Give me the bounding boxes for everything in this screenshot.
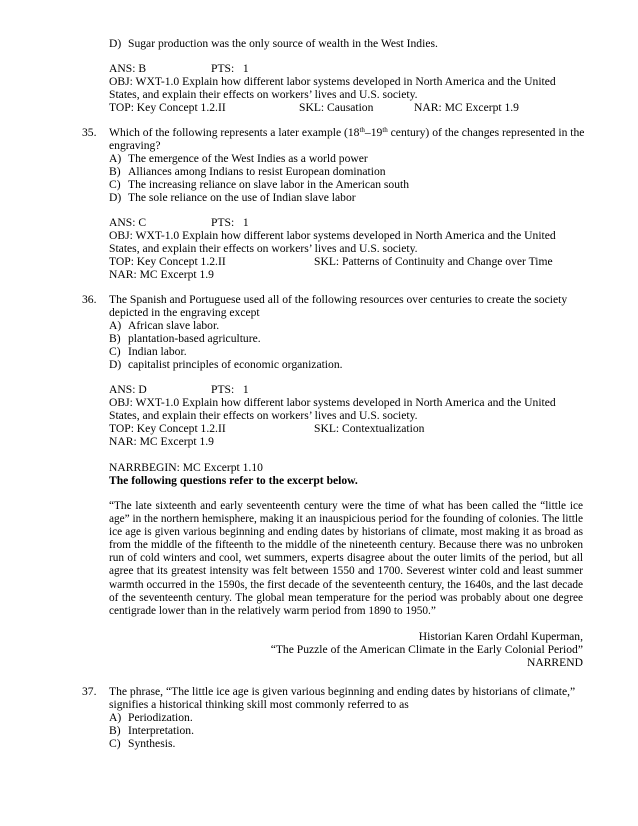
question-stem xyxy=(109,126,584,140)
narrative-ref: NAR: MC Excerpt 1.9 xyxy=(109,435,214,448)
points-line xyxy=(211,216,249,230)
option-text: Interpretation. xyxy=(128,724,194,737)
option-text: African slave labor. xyxy=(128,319,220,332)
narrative-ref: NAR: MC Excerpt 1.9 xyxy=(414,101,519,114)
q37-option-c xyxy=(109,737,175,751)
excerpt-author: Historian Karen Ordahl Kuperman, xyxy=(418,630,583,643)
narrative-begin: NARRBEGIN: MC Excerpt 1.10 xyxy=(109,461,263,474)
topic-line: TOP: Key Concept 1.2.II xyxy=(109,255,226,268)
superscript: th xyxy=(359,126,365,134)
question-number: 36. xyxy=(82,293,97,306)
option-text: Periodization. xyxy=(128,711,193,724)
question-stem-line-2: depicted in the engraving except xyxy=(109,306,260,319)
option-text: capitalist principles of economic organization. xyxy=(128,358,343,371)
q35-option-a xyxy=(109,152,368,166)
option-text: plantation-based agriculture. xyxy=(128,332,261,345)
question-stem-line-2: engraving? xyxy=(109,139,161,152)
option-text: The sole reliance on the use of Indian slave labor xyxy=(128,191,356,204)
option-letter: C) xyxy=(109,178,121,191)
stem-part: –19 xyxy=(364,126,383,139)
q36-option-d xyxy=(109,358,343,372)
ans-label: ANS: xyxy=(109,383,136,396)
q37-option-b xyxy=(109,724,194,738)
superscript: th xyxy=(382,126,388,134)
objective-line-1: OBJ: WXT-1.0 Explain how different labor systems developed in North America and the United xyxy=(109,396,556,409)
ans-value: B xyxy=(138,62,147,75)
option-letter: B) xyxy=(109,165,121,178)
option-text: Sugar production was the only source of wealth in the West Indies. xyxy=(128,37,438,50)
objective-line-1: OBJ: WXT-1.0 Explain how different labor systems developed in North America and the United xyxy=(109,75,556,88)
objective-line-2: States, and explain their effects on workers’ lives and U.S. society. xyxy=(109,242,418,255)
ans-value: D xyxy=(138,383,147,396)
topic-line: TOP: Key Concept 1.2.II xyxy=(109,101,226,114)
skill-line: SKL: Contextualization xyxy=(314,422,425,435)
option-text: Synthesis. xyxy=(128,737,176,750)
option-text: Alliances among Indians to resist European domination xyxy=(128,165,386,178)
q35-option-b xyxy=(109,165,386,179)
q36-option-a xyxy=(109,319,219,333)
narrative-heading: The following questions refer to the excerpt below. xyxy=(109,474,358,487)
q34-option-d xyxy=(109,37,438,51)
answer-line xyxy=(109,62,146,76)
option-letter: A) xyxy=(109,711,122,724)
question-number: 35. xyxy=(82,126,97,139)
option-text: Indian labor. xyxy=(128,345,187,358)
points-line xyxy=(211,383,249,397)
answer-line xyxy=(109,383,147,397)
narrative-ref: NAR: MC Excerpt 1.9 xyxy=(109,268,214,281)
pts-label: PTS: xyxy=(211,216,235,229)
option-text: The increasing reliance on slave labor in the American south xyxy=(128,178,410,191)
q37-option-a xyxy=(109,711,193,725)
question-stem: The phrase, “The little ice age is given various beginning and ending dates by historians of climate,” xyxy=(109,685,576,698)
pts-label: PTS: xyxy=(211,383,235,396)
excerpt-source: “The Puzzle of the American Climate in the Early Colonial Period” xyxy=(270,643,583,656)
pts-value: 1 xyxy=(242,383,249,396)
option-letter: A) xyxy=(109,152,122,165)
excerpt-paragraph: “The late sixteenth and early seventeenth century were the time of what has been called the “little ice age” in the northern hemisphere, making it an inauspicious period for the founding of colonies. The little ice age is given various beginning and ending dates by historians of climate, most making it as broad as from the middle of the fifteenth to the middle of the nineteenth century. Because there was no unbroken run of cold winters and cool, wet summers, experts disagree about the outer limits of the period, but all agree that its greatest intensity was felt between 1550 and 1700. Severest winter cold and least summer warmth occurred in the 1590s, the first decade of the seventeenth century, the 1640s, and the last decade of the seventeenth century. The global mean temperature for the period was probably about one degree centigrade lower than in the relatively warm period from 1890 to 1950.” xyxy=(109,500,583,617)
option-letter: B) xyxy=(109,724,121,737)
question-stem-line-2: signifies a historical thinking skill most commonly referred to as xyxy=(109,698,409,711)
stem-part: Which of the following represents a later example (18 xyxy=(109,126,360,139)
answer-line xyxy=(109,216,146,230)
q35-option-d xyxy=(109,191,356,205)
skill-line: SKL: Patterns of Continuity and Change over Time xyxy=(314,255,553,268)
option-letter: A) xyxy=(109,319,122,332)
q36-option-b xyxy=(109,332,261,346)
option-letter: D) xyxy=(109,37,122,50)
pts-value: 1 xyxy=(242,62,249,75)
ans-label: ANS: xyxy=(109,216,136,229)
objective-line-2: States, and explain their effects on workers’ lives and U.S. society. xyxy=(109,409,418,422)
pts-value: 1 xyxy=(242,216,249,229)
q36-option-c xyxy=(109,345,187,359)
objective-line-1: OBJ: WXT-1.0 Explain how different labor systems developed in North America and the United xyxy=(109,229,556,242)
ans-value: C xyxy=(138,216,147,229)
option-letter: B) xyxy=(109,332,121,345)
option-text: The emergence of the West Indies as a world power xyxy=(128,152,368,165)
topic-line: TOP: Key Concept 1.2.II xyxy=(109,422,226,435)
objective-line-2: States, and explain their effects on workers’ lives and U.S. society. xyxy=(109,88,418,101)
narrative-end: NARREND xyxy=(526,656,583,669)
option-letter: C) xyxy=(109,737,121,750)
question-stem: The Spanish and Portuguese used all of the following resources over centuries to create the society xyxy=(109,293,568,306)
option-letter: D) xyxy=(109,358,122,371)
option-letter: D) xyxy=(109,191,122,204)
skill-line: SKL: Causation xyxy=(299,101,374,114)
ans-label: ANS: xyxy=(109,62,136,75)
question-number: 37. xyxy=(82,685,97,698)
pts-label: PTS: xyxy=(211,62,235,75)
stem-part: century) of the changes represented in the xyxy=(387,126,585,139)
q35-option-c xyxy=(109,178,409,192)
points-line xyxy=(211,62,249,76)
option-letter: C) xyxy=(109,345,121,358)
